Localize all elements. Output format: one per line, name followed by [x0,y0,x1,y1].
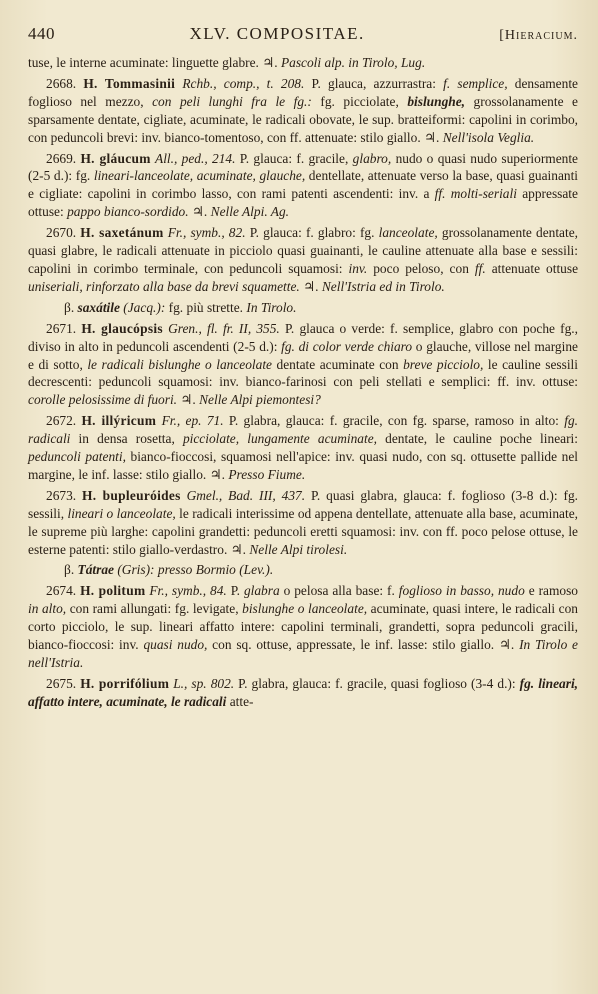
text-segment: poco peloso, con [367,260,475,276]
text-segment: o pelosa alla base: f. [279,583,399,599]
text-segment: lineari o lanceolate, [67,505,176,521]
text-segment: dentellate, attenuate verso la base, quasi guainanti e cigliate: capolini in corimbo lasso, con rami patenti ascendenti: inv. a [28,168,579,202]
text-segment: 2674. [46,583,81,599]
text-segment: grossolanamente e sparsamente dentate, cigliate, acuminate, le radicali obovate, le sup. bratteiformi: capolini in corimbo, con peduncoli brevi: inv. bianco-tomentoso, con ff. attenuate: stilo giallo. ♃. [28,93,578,145]
text-segment: tuse, le interne acuminate: linguette glabre. ♃. [28,55,281,70]
text-segment: In Tirolo e nell'Istria. [28,637,579,670]
text-segment: inv. [348,260,368,276]
species-entry [28,320,578,410]
text-segment: le radicali bislunghe o lanceolate [87,356,272,372]
text-segment: Nelle Alpi. Ag. [210,204,289,220]
text-segment: Nelle Alpi piemontesi? [199,392,321,408]
author-citation: L., sp. 802. [173,675,235,691]
text-segment: dentate, le cauline poche lineari: [377,431,578,447]
running-header [28,24,578,44]
author-citation: Fr., symb., 84. [149,583,227,599]
text-segment: glabra [243,583,280,599]
text-segment: P. glauca: f. glabro: fg. [245,225,379,241]
text-segment: saxátile [77,299,120,315]
author-citation: Fr., symb., 82. [167,225,246,241]
text-segment: 2675. [46,675,81,691]
text-segment: P. [226,583,244,599]
text-segment: In Tirolo. [246,299,297,315]
text-segment: in alto, [28,601,67,617]
text-segment: con rami allungati: fg. levigate, [66,601,243,617]
text-segment: fg. picciolate, [311,93,408,109]
text-segment: 2671. [46,320,82,336]
text-segment: con sq. ottuse, appressate, le inf. lasse: stilo giallo. ♃. [207,637,520,653]
text-segment: (Jacq.): [123,299,166,315]
text-segment: Nelle Alpi tirolesi. [249,541,348,557]
text-segment: fg. più strette. [165,299,247,315]
text-segment: nudo o quasi nudo superiormente (2-5 d.): fg. [28,150,578,184]
text-segment: fg. di color verde chiaro [281,338,413,354]
species-name: H. Tommasinii [83,75,176,91]
text-segment: lineari-lanceolate, acuminate, glauche, [93,168,306,184]
text-segment: β. [64,299,78,315]
species-name: H. porrifólium [80,675,170,691]
text-segment: Nell'isola Veglia. [442,129,535,145]
text-segment: glabro, [352,150,392,166]
text-segment: ff. [474,260,486,276]
text-segment: bislunghe, [407,93,466,109]
text-segment: Pascoli alp. in Tirolo, Lug. [280,55,426,70]
text-segment: peduncoli patenti, [28,449,126,465]
text-segment: breve picciolo, [403,356,484,372]
text-segment: pappo bianco-sordido. [67,204,189,220]
text-segment: P. glauca o verde: f. semplice, glabro con poche fg., diviso in alto in peduncoli ascendenti (2-5 d.): [28,320,578,354]
text-segment: P. quasi glabra, glauca: f. foglioso (3-8 d.): fg. sessili, [28,487,578,521]
text-segment: P. glauca: f. gracile, [235,150,353,166]
text-segment: 2672. [46,413,82,429]
text-segment: e ramoso [524,583,579,599]
text-segment: con peli lunghi fra le fg.: [152,93,312,109]
species-name: H. glaucópsis [81,320,163,336]
text-segment: 2670. [46,225,81,241]
page-number: 440 [28,24,55,43]
text-segment: grossolanamente dentate, quasi glabre, le radicali attenuate in picciolo quasi guainanti, le cauline attenuate alla base e sessili: capolini in corimbo terminale, con peduncoli squamosi: [28,225,579,276]
text-segment: o glauche, villose nel margine e di sotto, [28,338,578,372]
variety-entry [28,561,578,579]
text-segment: le radicali interissime od appena dentellate, attenuate alla base, acuminate, le supreme più larghe: capolini grandetti: peduncoli eretti squamosi: inv. con ff. poco pelose ottuse, le esterne patenti: stilo giallo-verdastro. ♃. [28,505,578,557]
text-segment: fg. lineari, affatto intere, acuminate, le radicali [28,675,579,709]
text-segment: P. glabra, glauca: f. gracile, quasi foglioso (3-4 d.): [234,675,520,691]
continued-text [28,54,578,72]
text-segment: (Gris): [117,562,155,578]
text-segment: 2668. [46,75,84,91]
text-segment: bislunghe o lanceolate, [242,601,368,617]
author-citation: Fr., ep. 71. [161,413,224,429]
text-segment: Presso Fiume. [228,466,306,482]
text-segment: corolle pelosissime di fuori. [28,392,178,408]
text-segment: presso Bormio (Lev.). [157,562,274,578]
text-segment: 2669. [46,150,81,166]
species-name: H. illýricum [81,413,157,429]
author-citation: Gren., fl. fr. II, 355. [168,320,280,336]
text-segment: ♃. [299,278,322,294]
text-segment: f. semplice, [443,75,508,91]
species-name: H. saxetánum [80,225,164,241]
author-citation: Gmel., Bad. III, 437. [186,487,306,503]
text-segment: in densa rosetta, [70,431,183,447]
species-name: H. gláucum [80,150,151,166]
text-segment: P. glauca, azzurrastra: [304,75,444,91]
genus-heading: [Hieracium. [499,28,578,43]
text-segment: picciolate, lungamente acuminate, [182,431,377,447]
text-segment: foglioso in basso, nudo [398,583,525,599]
text-segment: appressate ottuse: [28,186,578,220]
text-segment: fg. radicali [28,413,578,447]
species-entry [28,412,578,484]
variety-entry [28,299,578,317]
text-segment: lanceolate, [378,225,438,241]
text-segment: bianco-fioccosi, squamosi nell'apice: inv. quasi nudo, con sq. ottusette pallide nel margine, le inf. lasse: stilo giallo. ♃. [28,449,578,482]
text-segment: atte- [226,693,254,709]
species-entry [28,224,578,296]
text-segment: uniseriali, rinforzato alla base da brevi squamette. [28,278,300,294]
page-body [28,54,578,711]
text-segment: dentate acuminate con [272,356,404,372]
text-segment: Tátrae [77,562,114,578]
species-entry [28,75,578,147]
text-segment: 2673. [46,487,83,503]
text-segment: densamente foglioso nel mezzo, [28,75,578,109]
species-entry [28,582,578,672]
author-citation: All., ped., 214. [155,150,236,166]
species-name: H. politum [80,583,146,599]
species-entry [28,675,578,711]
species-entry [28,150,578,222]
text-segment: ♃. [177,392,200,408]
chapter-title: XLV. COMPOSITAE. [189,24,365,43]
text-segment: ♃. [188,204,211,220]
species-name: H. bupleuróides [82,487,181,503]
text-segment: P. glabra, glauca: f. gracile, con fg. sparse, ramoso in alto: [223,413,565,429]
text-segment: quasi nudo, [143,637,208,653]
text-segment: acuminate, quasi intere, le radicali con corto picciolo, le sup. lineari affatto intere: capolini terminali, grandetti, sopra peduncoli gracili, bianco-fioccosi: inv. [28,601,578,653]
author-citation: Rchb., comp., t. 208. [182,75,305,91]
text-segment: Nell'Istria ed in Tirolo. [321,278,445,294]
text-segment: β. [64,562,78,578]
text-segment: ff. molti-seriali [434,186,517,202]
species-entry [28,487,578,559]
text-segment: attenuate ottuse [485,260,579,276]
text-segment: le cauline sessili decrescenti: peduncoli squamosi: inv. bianco-farinosi con peli stellati e semplici: ff. inv. ottuse: [28,356,578,390]
